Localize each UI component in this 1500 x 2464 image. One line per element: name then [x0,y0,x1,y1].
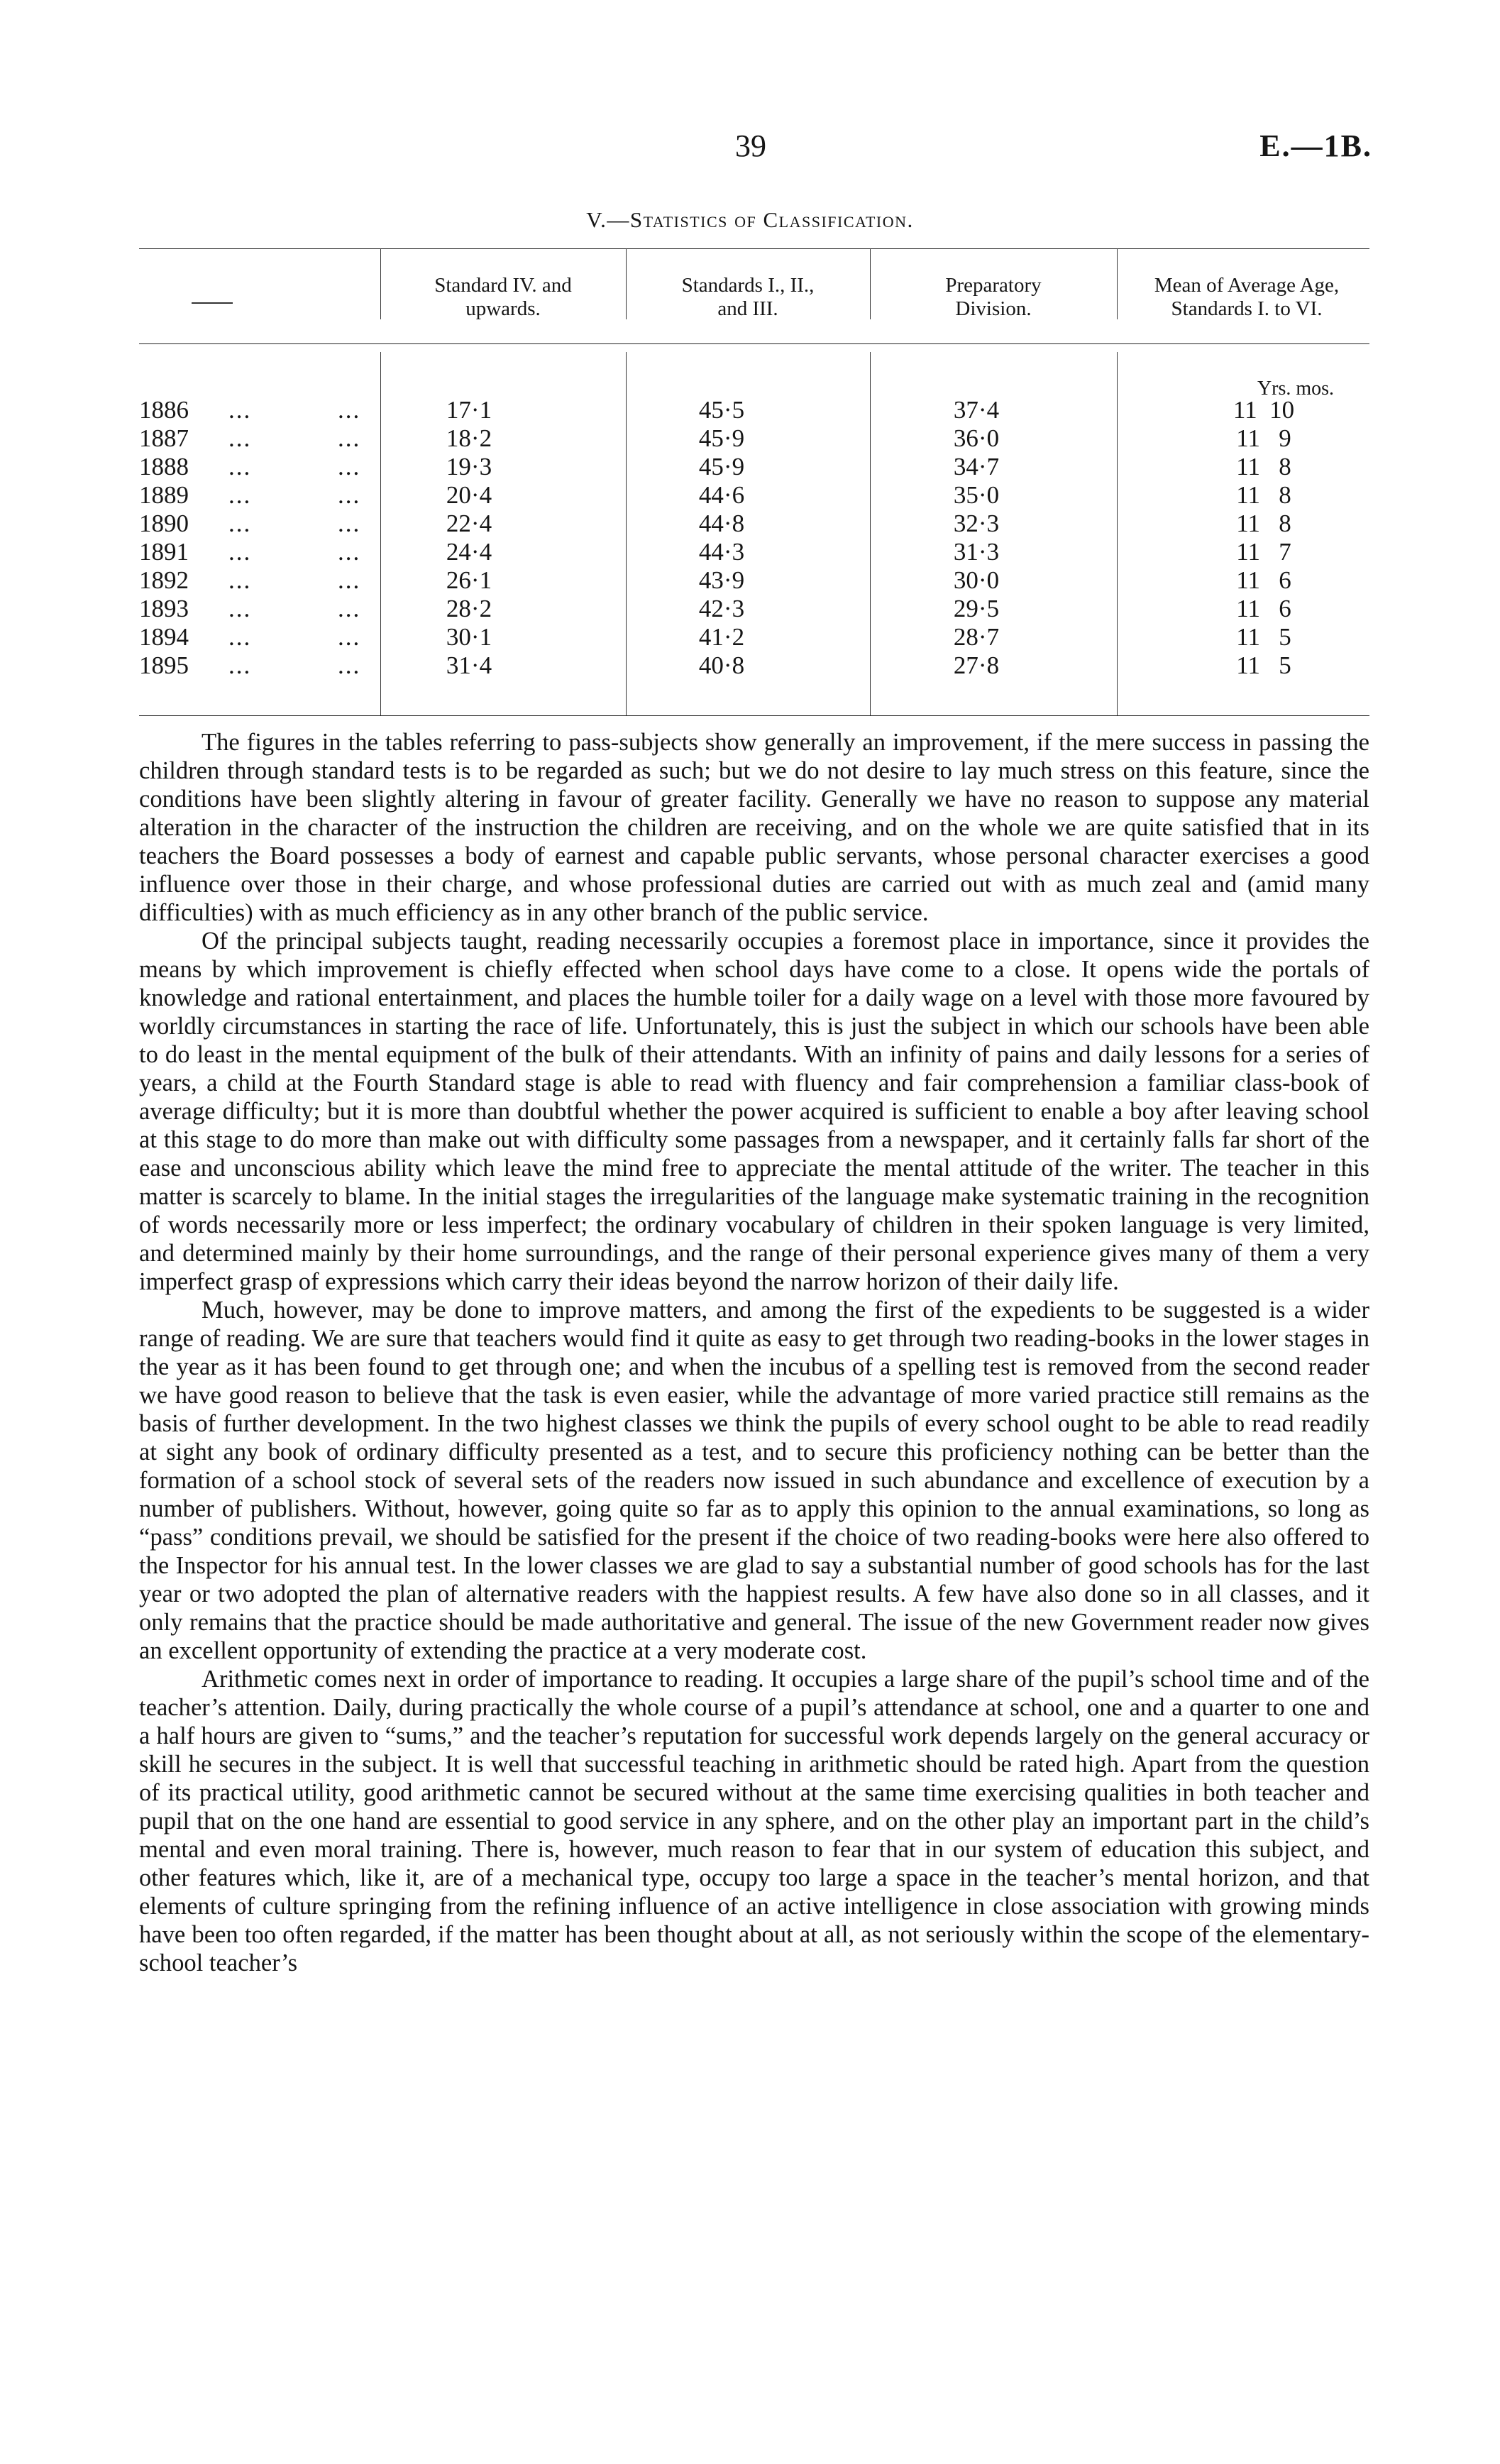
column-header-standards-i-iii: Standards I., II., and III. [681,274,815,320]
table-row: 1888 ... ... 19·3 45·9 34·7 11 8 [139,453,1291,480]
paragraph-range-of-reading: Much, however, may be done to improve matters, and among the first of the expedients to be suggested is a wider range of reading. We are sure that teachers would find it quite as easy to get through two reading-books in the lower stages in the year as it has been found to get through one; and when the incubus of a spelling test is removed from the second reader we have good reason to believe that the task is even easier, while the advantage of more varied practice still remains as the basis of further development. In the two highest classes we think the pupils of every school ought to be able to read readily at sight any book of ordinary difficulty presented as a test, and to secure this proficiency nothing can be better than the formation of a school stock of several sets of the readers now issued in such abundance and excellence of execution by a number of publishers. Without, however, going quite so far as to apply this opinion to the annual examinations, so long as “pass” conditions prevail, we should be satisfied for the present if the choice of two reading-books were here also offered to the Inspector for his annual test. In the lower classes we are glad to say a substantial number of good schools has for the last year or two adopted the plan of alternative readers with the happiest results. A few have also done so in all classes, and it only remains that the practice should be made authoritative and general. The issue of the new Government reader now gives an excellent opportunity of extending the practice at a very moderate cost. [139,1297,1369,1664]
column-divider [1117,248,1118,319]
column-divider [870,248,871,319]
table-title: V.—Statistics of Classification. [586,207,914,232]
table-row: 1895 ... ... 31·4 40·8 27·8 11 5 [139,651,1291,679]
table-row: 1894 ... ... 30·1 41·2 28·7 11 5 [139,623,1291,651]
paragraph-arithmetic: Arithmetic comes next in order of importance to reading. It occupies a large share of the pupil’s school time and of the teacher’s attention. Daily, during practically the whole course of a pupil’s attendance at school, one and a quarter to one and a half hours are given to “sums,” and the teacher’s reputation for successful work depends largely on the general accuracy or skill he secures in the subject. It is well that successful teaching in arithmetic should be rated high. Apart from the question of its practical utility, good arithmetic cannot be secured without at the same time exercising qualities in both teacher and pupil that on the one hand are essential to good service in any sphere, and on the other play an important part in the child’s mental and even moral training. There is, however, much reason to fear that in our system of education this subject, and other features which, like it, are of a mechanical type, occupy too large a space in the teacher’s mental horizon, and that elements of culture springing from the refining influence of an active intelligence in close association with growing minds have been too often regarded, if the matter has been thought about at all, as not seriously within the scope of the elementary-school teacher’s [139,1666,1369,1976]
column-header-standard-iv: Standard IV. and upwards. [434,274,572,320]
column-divider [380,248,381,319]
age-units-label: Yrs. mos. [1257,378,1335,400]
column-header-mean-age: Mean of Average Age, Standards I. to VI. [1154,274,1340,320]
table-row: 1893 ... ... 28·2 42·3 29·5 11 6 [139,595,1291,622]
paragraph-pass-subjects: The figures in the tables referring to pass-subjects show generally an improvement, if the mere success in passing the children through standard tests is to be regarded as such; but we do not desire to lay much stress on this feature, since the conditions have been slightly altering in favour of greater facility. Generally we have no reason to suppose any material alteration in the character of the instruction the children are receiving, and on the whole we are quite satisfied that in its teachers the Board possesses a body of earnest and capable public servants, whose personal character exercises a good influence over those in their charge, and whose professional duties are carried out with as much zeal and (amid many difficulties) with as much efficiency as in any other branch of the public service. [139,729,1369,926]
empty-header-dash [192,302,233,304]
table-top-rule [139,248,1369,249]
table-row: 1886 ... ... 17·1 45·5 37·4 11 10 [139,396,1295,424]
table-row: 1889 ... ... 20·4 44·6 35·0 11 8 [139,481,1291,509]
page-header [0,128,1500,177]
header-rule [139,343,1369,344]
statistics-table [139,248,1369,717]
document-reference: E.—1B. [1259,128,1372,163]
column-header-preparatory: Preparatory Division. [945,274,1042,320]
table-row: 1890 ... ... 22·4 44·8 32·3 11 8 [139,510,1291,537]
page-number: 39 [735,128,766,163]
table-row: 1892 ... ... 26·1 43·9 30·0 11 6 [139,566,1291,594]
table-row: 1887 ... ... 18·2 45·9 36·0 11 9 [139,424,1291,452]
paragraph-reading: Of the principal subjects taught, reading necessarily occupies a foremost place in importance, since it provides the means by which improvement is chiefly effected when school days have come to a close. It opens wide the portals of knowledge and rational entertainment, and places the humble toiler for a daily wage on a level with those more favoured by worldly circumstances in starting the race of life. Unfortunately, this is just the subject in which our schools have been able to do least in the mental equipment of the bulk of their attendants. With an infinity of pains and daily lessons for a series of years, a child at the Fourth Standard stage is able to read with fluency and fair comprehension a familiar class-book of average difficulty; but it is more than doubtful whether the power acquired is sufficient to enable a boy after leaving school at this stage to do more than make out with difficulty some passages from a newspaper, and it certainly falls far short of the ease and unconscious ability which leave the mind free to appreciate the mental attitude of the writer. The teacher in this matter is scarcely to blame. In the initial stages the irregularities of the language make systematic training in the recognition of words necessarily more or less imperfect; the ordinary vocabulary of children in their spoken language is very limited, and determined mainly by their home surroundings, and the range of their personal experience gives many of them a very imperfect grasp of expressions which carry their ideas beyond the narrow horizon of their daily life. [139,928,1369,1295]
table-bottom-rule [139,715,1369,716]
report-body [139,728,1369,1977]
table-row: 1891 ... ... 24·4 44·3 31·3 11 7 [139,538,1291,566]
column-divider [626,248,627,319]
